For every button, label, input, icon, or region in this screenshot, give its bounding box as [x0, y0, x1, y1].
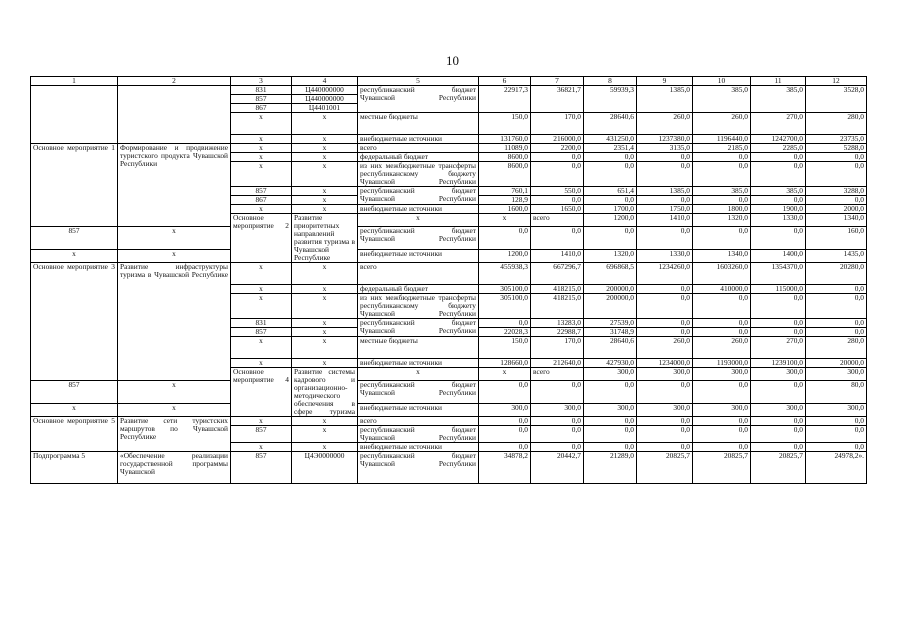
table-cell: 0,0 — [806, 417, 867, 426]
table-cell: 427930,0 — [584, 359, 637, 368]
table-cell: 0,0 — [693, 196, 751, 205]
table-cell: 1750,0 — [637, 205, 693, 214]
table-cell: 0,0 — [751, 319, 806, 328]
table-cell: х — [292, 359, 358, 368]
table-cell: 0,0 — [806, 443, 867, 452]
table-cell: х — [231, 294, 292, 319]
table-cell: внебюджетные источники — [358, 205, 479, 214]
table-cell: 8600,0 — [479, 162, 531, 187]
table-cell: 260,0 — [637, 113, 693, 135]
table-cell: федеральный бюджет — [358, 285, 479, 294]
table-cell: 20280,0 — [806, 263, 867, 285]
table-cell: 260,0 — [693, 337, 751, 359]
table-cell: 0,0 — [637, 426, 693, 443]
table-cell: всего — [531, 214, 584, 227]
table-cell: 0,0 — [637, 380, 693, 404]
header-cell: 3 — [231, 77, 292, 86]
table-cell: 300,0 — [806, 368, 867, 381]
table-cell: 170,0 — [531, 337, 584, 359]
table-cell: 385,0 — [751, 86, 806, 113]
table-cell: 1242700,0 — [751, 135, 806, 144]
table-cell: 867 — [231, 196, 292, 205]
table-cell: 22028,3 — [479, 328, 531, 337]
table-cell: Ц4401001 — [292, 104, 358, 113]
table-cell: х — [292, 319, 358, 328]
table-cell: 0,0 — [637, 285, 693, 294]
table-cell: 300,0 — [637, 368, 693, 381]
table-cell: 0,0 — [751, 443, 806, 452]
table-cell: 260,0 — [637, 337, 693, 359]
table-cell: 0,0 — [584, 426, 637, 443]
table-cell: 0,0 — [806, 153, 867, 162]
header-cell: 11 — [751, 77, 806, 86]
table-cell: х — [292, 205, 358, 214]
table-cell: 0,0 — [637, 294, 693, 319]
table-cell: 0,0 — [584, 226, 637, 250]
table-cell: Развитие инфраструктуры туризма в Чувашской Республике — [118, 263, 231, 381]
table-cell: 1340,0 — [693, 250, 751, 263]
table-cell: 1354370,0 — [751, 263, 806, 285]
table-cell: 0,0 — [584, 380, 637, 404]
table-row — [31, 417, 867, 426]
table-cell: 857 — [231, 95, 292, 104]
table-cell: Основное мероприятие 1 — [31, 144, 118, 227]
table-cell: всего — [358, 417, 479, 426]
table-cell: 2285,0 — [751, 144, 806, 153]
table-cell: х — [231, 153, 292, 162]
table-cell: х — [118, 226, 231, 250]
table-cell: 696868,5 — [584, 263, 637, 285]
table-cell: 300,0 — [693, 368, 751, 381]
table-cell: х — [292, 196, 358, 205]
table-cell: 0,0 — [693, 226, 751, 250]
table-cell: 21289,0 — [584, 452, 637, 484]
table-cell: 0,0 — [637, 417, 693, 426]
table-cell: х — [358, 368, 479, 381]
table-cell: внебюджетные источники — [358, 135, 479, 144]
header-cell: 8 — [584, 77, 637, 86]
table-cell: х — [231, 263, 292, 285]
table-cell: 260,0 — [693, 113, 751, 135]
table-cell: федеральный бюджет — [358, 153, 479, 162]
table-cell: республиканский бюджет Чувашской Республики — [358, 86, 479, 113]
table-cell: 0,0 — [584, 153, 637, 162]
table-cell: х — [292, 187, 358, 196]
table-cell: 857 — [231, 328, 292, 337]
table-cell: х — [292, 337, 358, 359]
table-cell: 0,0 — [531, 417, 584, 426]
table-cell: 300,0 — [751, 368, 806, 381]
table-cell: 857 — [231, 187, 292, 196]
table-cell: 0,0 — [751, 196, 806, 205]
table-cell: х — [292, 328, 358, 337]
table-cell: 1603260,0 — [693, 263, 751, 285]
table-cell: 0,0 — [751, 226, 806, 250]
table-cell: х — [231, 417, 292, 426]
table-cell: 0,0 — [806, 319, 867, 328]
table-cell: внебюджетные источники — [358, 443, 479, 452]
table-cell: 0,0 — [693, 417, 751, 426]
table-cell — [31, 86, 118, 144]
table-cell: 270,0 — [751, 113, 806, 135]
table-row — [31, 144, 867, 153]
table-cell: х — [118, 380, 231, 404]
table-cell: 200000,0 — [584, 285, 637, 294]
table-cell: 80,0 — [806, 380, 867, 404]
table-cell: 3288,0 — [806, 187, 867, 196]
table-cell: х — [31, 250, 118, 263]
header-cell: 9 — [637, 77, 693, 86]
table-cell: 22917,3 — [479, 86, 531, 113]
table-cell: х — [231, 443, 292, 452]
table-cell: х — [231, 162, 292, 187]
table-body — [31, 77, 867, 484]
table-cell: всего — [531, 368, 584, 381]
table-cell: 150,0 — [479, 113, 531, 135]
table-cell: 0,0 — [693, 426, 751, 443]
table-cell: х — [292, 426, 358, 443]
table-cell: 1196440,0 — [693, 135, 751, 144]
table-cell: 1330,0 — [637, 250, 693, 263]
table-cell: 305100,0 — [479, 294, 531, 319]
table-cell: 1320,0 — [584, 250, 637, 263]
table-cell: 0,0 — [751, 294, 806, 319]
table-cell: 857 — [231, 426, 292, 443]
table-cell: х — [479, 368, 531, 381]
table-cell: 760,1 — [479, 187, 531, 196]
table-cell: 36821,7 — [531, 86, 584, 113]
table-cell: Основное мероприятие 2 — [231, 214, 292, 263]
table-cell: 867 — [231, 104, 292, 113]
table-cell: х — [118, 250, 231, 263]
table-cell: 0,0 — [637, 153, 693, 162]
table-cell: 20442,7 — [531, 452, 584, 484]
header-cell: 6 — [479, 77, 531, 86]
table-cell: 5288,0 — [806, 144, 867, 153]
table-cell: 0,0 — [479, 380, 531, 404]
table-cell: республиканский бюджет Чувашской Республики — [358, 226, 479, 250]
table-cell: 385,0 — [693, 187, 751, 196]
table-row — [31, 226, 867, 250]
table-cell: х — [231, 359, 292, 368]
table-cell: 1239100,0 — [751, 359, 806, 368]
table-cell: местные бюджеты — [358, 337, 479, 359]
table-cell: 0,0 — [806, 328, 867, 337]
table-cell: 300,0 — [479, 404, 531, 417]
table-cell: 131760,0 — [479, 135, 531, 144]
table-cell: 23735,0 — [806, 135, 867, 144]
table-cell: 0,0 — [693, 380, 751, 404]
table-cell: 1200,0 — [479, 250, 531, 263]
table-cell: 0,0 — [751, 153, 806, 162]
table-cell: 2351,4 — [584, 144, 637, 153]
table-cell: 0,0 — [693, 328, 751, 337]
table-cell: х — [479, 214, 531, 227]
table-cell: 28640,6 — [584, 113, 637, 135]
table-cell: 0,0 — [806, 294, 867, 319]
table-cell: 0,0 — [751, 380, 806, 404]
table-cell: Формирование и продвижение туристского продукта Чувашской Республики — [118, 144, 231, 227]
table-cell: 1237380,0 — [637, 135, 693, 144]
table-cell: 0,0 — [584, 162, 637, 187]
table-cell: внебюджетные источники — [358, 250, 479, 263]
table-cell: республиканский бюджет Чувашской Республики — [358, 426, 479, 443]
table-cell: 28640,6 — [584, 337, 637, 359]
table-cell: 2000,0 — [806, 205, 867, 214]
table-cell: 0,0 — [637, 226, 693, 250]
table-cell: 857 — [231, 452, 292, 484]
table-cell: Основное мероприятие 4 — [231, 368, 292, 417]
table-cell: 0,0 — [637, 196, 693, 205]
table-cell: 0,0 — [479, 319, 531, 328]
table-cell: республиканский бюджет Чувашской Республики — [358, 452, 479, 484]
table-cell: 385,0 — [751, 187, 806, 196]
table-cell: 0,0 — [637, 319, 693, 328]
table-cell: внебюджетные источники — [358, 359, 479, 368]
table-cell: 150,0 — [479, 337, 531, 359]
table-cell: 418215,0 — [531, 285, 584, 294]
table-cell: внебюджетные источники — [358, 404, 479, 417]
table-cell: 1320,0 — [693, 214, 751, 227]
table-cell: х — [292, 153, 358, 162]
table-cell: 1435,0 — [806, 250, 867, 263]
table-cell: из них межбюджетные трансферты республиканскому бюджету Чувашской Республики — [358, 294, 479, 319]
table-row — [31, 404, 867, 417]
table-cell: 128660,0 — [479, 359, 531, 368]
table-cell: 13283,0 — [531, 319, 584, 328]
table-cell: 280,0 — [806, 113, 867, 135]
table-cell: 0,0 — [751, 162, 806, 187]
table-cell: х — [231, 135, 292, 144]
table-cell: 0,0 — [479, 426, 531, 443]
table-cell: 8600,0 — [479, 153, 531, 162]
table-cell: 270,0 — [751, 337, 806, 359]
table-cell: 1410,0 — [637, 214, 693, 227]
table-cell: 1400,0 — [751, 250, 806, 263]
table-cell: 2200,0 — [531, 144, 584, 153]
table-cell: 0,0 — [531, 226, 584, 250]
table-cell: 1650,0 — [531, 205, 584, 214]
table-cell: 0,0 — [637, 162, 693, 187]
table-cell: х — [292, 263, 358, 285]
table-cell: 115000,0 — [751, 285, 806, 294]
table-cell: х — [292, 162, 358, 187]
table-cell: 1900,0 — [751, 205, 806, 214]
table-cell: 857 — [31, 226, 118, 250]
table-cell: 300,0 — [637, 404, 693, 417]
page-number: 10 — [446, 53, 459, 68]
table-cell: «Обеспечение реализации государственной программы Чувашской — [118, 452, 231, 484]
table-cell: 550,0 — [531, 187, 584, 196]
header-cell: 4 — [292, 77, 358, 86]
table-cell: 300,0 — [584, 404, 637, 417]
table-cell: 0,0 — [751, 426, 806, 443]
table-cell: 20000,0 — [806, 359, 867, 368]
table-cell: 59939,3 — [584, 86, 637, 113]
table-cell: х — [292, 144, 358, 153]
table-cell: 0,0 — [584, 196, 637, 205]
table-row — [31, 250, 867, 263]
table-cell: 831 — [231, 319, 292, 328]
table-cell: х — [292, 113, 358, 135]
table-cell: Развитие системы кадрового и организационно-методического обеспечения в сфере туризма — [292, 368, 358, 417]
table-cell: 24978,2». — [806, 452, 867, 484]
table-cell: 1410,0 — [531, 250, 584, 263]
table-cell: 0,0 — [479, 443, 531, 452]
table-cell: 0,0 — [479, 417, 531, 426]
table-cell: 0,0 — [531, 380, 584, 404]
table-cell: 0,0 — [806, 285, 867, 294]
table-cell: 280,0 — [806, 337, 867, 359]
table-cell — [118, 86, 231, 144]
table-cell: 11089,0 — [479, 144, 531, 153]
table-cell: Основное мероприятие 5 — [31, 417, 118, 452]
table-cell: 418215,0 — [531, 294, 584, 319]
table-cell: 0,0 — [693, 153, 751, 162]
table-cell: 1385,0 — [637, 187, 693, 196]
header-cell: 2 — [118, 77, 231, 86]
table-cell: 1340,0 — [806, 214, 867, 227]
table-cell: 27539,0 — [584, 319, 637, 328]
table-cell: х — [358, 214, 479, 227]
table-cell: 410000,0 — [693, 285, 751, 294]
table-cell: 1385,0 — [637, 86, 693, 113]
table-cell: 1330,0 — [751, 214, 806, 227]
table-cell: 300,0 — [584, 368, 637, 381]
table-cell: 0,0 — [584, 417, 637, 426]
table-cell: х — [292, 135, 358, 144]
table-cell: х — [231, 205, 292, 214]
table-cell: 300,0 — [531, 404, 584, 417]
table-cell: 385,0 — [693, 86, 751, 113]
table-cell: 300,0 — [751, 404, 806, 417]
table-cell: 0,0 — [693, 319, 751, 328]
table-cell: 300,0 — [693, 404, 751, 417]
table-cell: республиканский бюджет Чувашской Республики — [358, 319, 479, 337]
table-cell: 0,0 — [806, 162, 867, 187]
table-cell: 2185,0 — [693, 144, 751, 153]
table-cell: 0,0 — [531, 153, 584, 162]
table-cell: 20825,7 — [751, 452, 806, 484]
table-cell: 1800,0 — [693, 205, 751, 214]
table-cell: 212640,0 — [531, 359, 584, 368]
table-cell: 200000,0 — [584, 294, 637, 319]
table-cell: 20825,7 — [637, 452, 693, 484]
table-cell: 170,0 — [531, 113, 584, 135]
header-cell: 10 — [693, 77, 751, 86]
table-cell: 455938,3 — [479, 263, 531, 285]
table-cell: 1600,0 — [479, 205, 531, 214]
table-cell: из них межбюджетные трансферты республиканскому бюджету Чувашской Республики — [358, 162, 479, 187]
header-cell: 12 — [806, 77, 867, 86]
table-cell: 0,0 — [637, 443, 693, 452]
table-cell: всего — [358, 263, 479, 285]
table-cell: 1234000,0 — [637, 359, 693, 368]
table-cell: 1193000,0 — [693, 359, 751, 368]
table-cell: х — [292, 417, 358, 426]
table-row — [31, 380, 867, 404]
table-cell: х — [292, 285, 358, 294]
table-cell: 305100,0 — [479, 285, 531, 294]
table-cell: 0,0 — [637, 328, 693, 337]
table-cell: 0,0 — [479, 226, 531, 250]
table-cell: 0,0 — [531, 426, 584, 443]
table-cell: 831 — [231, 86, 292, 95]
table-cell: 0,0 — [531, 162, 584, 187]
table-cell: 0,0 — [693, 443, 751, 452]
header-cell: 5 — [358, 77, 479, 86]
table-cell: 3135,0 — [637, 144, 693, 153]
table-cell: х — [118, 404, 231, 417]
table-cell: 667296,7 — [531, 263, 584, 285]
table-cell: х — [231, 144, 292, 153]
table-cell: х — [231, 285, 292, 294]
table-cell: 160,0 — [806, 226, 867, 250]
table-cell: 0,0 — [751, 328, 806, 337]
table-cell: 857 — [31, 380, 118, 404]
table-cell: х — [292, 443, 358, 452]
table-cell: 128,9 — [479, 196, 531, 205]
table-cell: х — [231, 113, 292, 135]
table-cell: Основное мероприятие 3 — [31, 263, 118, 381]
table-cell: республиканский бюджет Чувашской Республики — [358, 380, 479, 404]
table-cell: х — [292, 294, 358, 319]
table-cell: 0,0 — [806, 426, 867, 443]
table-row — [31, 86, 867, 95]
header-cell: 1 — [31, 77, 118, 86]
table-row — [31, 263, 867, 285]
table-cell: 1700,0 — [584, 205, 637, 214]
table-cell: 0,0 — [584, 443, 637, 452]
table-cell: республиканский бюджет Чувашской Республики — [358, 187, 479, 205]
table-cell: всего — [358, 144, 479, 153]
header-row — [31, 77, 867, 86]
table-cell: 3528,0 — [806, 86, 867, 113]
table-cell: Подпрограмма 5 — [31, 452, 118, 484]
table-cell: 0,0 — [693, 294, 751, 319]
table-row — [31, 452, 867, 484]
table-cell: 34878,2 — [479, 452, 531, 484]
table-cell: 20825,7 — [693, 452, 751, 484]
table-cell: х — [231, 337, 292, 359]
table-cell: 431250,0 — [584, 135, 637, 144]
table-cell: 216000,0 — [531, 135, 584, 144]
header-cell: 7 — [531, 77, 584, 86]
table-cell: Развитие сети туристских маршрутов по Чувашской Республике — [118, 417, 231, 452]
budget-table — [30, 76, 867, 484]
table-cell: х — [31, 404, 118, 417]
table-cell: 651,4 — [584, 187, 637, 196]
table-cell: Ц4Э0000000 — [292, 452, 358, 484]
table-cell: местные бюджеты — [358, 113, 479, 135]
table-cell: 1200,0 — [584, 214, 637, 227]
table-cell: Ц440000000 — [292, 86, 358, 95]
table-cell: 31748,9 — [584, 328, 637, 337]
table-cell: 0,0 — [693, 162, 751, 187]
table-cell: 0,0 — [531, 196, 584, 205]
table-cell: 0,0 — [806, 196, 867, 205]
table-cell: 0,0 — [531, 443, 584, 452]
table-cell: 0,0 — [751, 417, 806, 426]
table-cell: 22988,7 — [531, 328, 584, 337]
table-cell: Ц440000000 — [292, 95, 358, 104]
table-cell: 1234260,0 — [637, 263, 693, 285]
table-cell: 300,0 — [806, 404, 867, 417]
table-cell: Развитие приоритетных направлений развития туризма в Чувашской Республике — [292, 214, 358, 263]
